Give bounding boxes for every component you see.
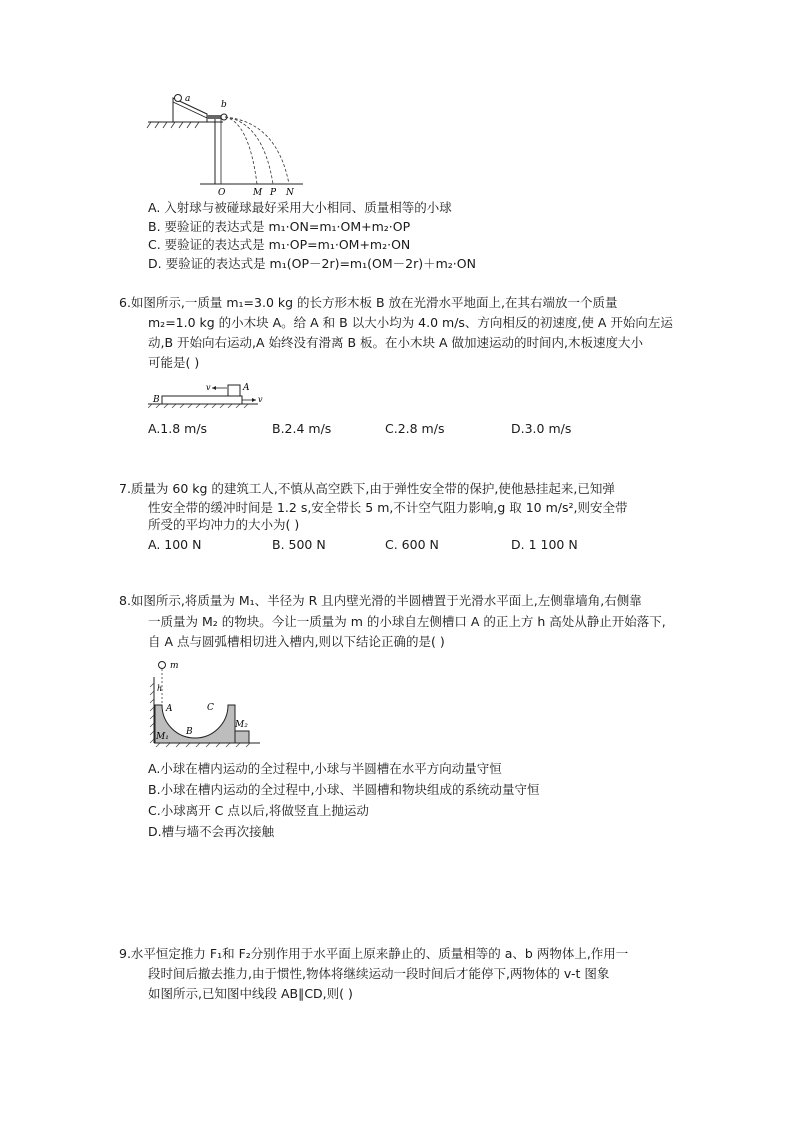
q5-label-b: b <box>221 100 227 110</box>
q8-stem-line-3: 自 A 点与圆弧槽相切进入槽内,则以下结论正确的是( ) <box>148 634 445 649</box>
q6-stem-line-3: 动,B 开始向右运动,A 始终没有滑离 B 板。在小木块 A 做加速运动的时间内,木板速度大小 <box>148 335 644 350</box>
q6-option-d: D.3.0 m/s <box>511 421 572 436</box>
q6-label-v-right: v <box>258 395 263 404</box>
q5-label-M: M <box>253 188 263 198</box>
q8-stem-line-2: 一质量为 M₂ 的物块。今让一质量为 m 的小球自左侧槽口 A 的正上方 h 高处从静止开始落下, <box>148 614 666 629</box>
q8-option-a: A.小球在槽内运动的全过程中,小球与半圆槽在水平方向动量守恒 <box>148 761 502 776</box>
q8-option-d: D.槽与墙不会再次接触 <box>148 824 275 839</box>
q5-label-a: a <box>185 94 191 104</box>
q7-option-b: B. 500 N <box>272 537 326 552</box>
q6-board-figure <box>148 378 273 408</box>
q6-label-A: A <box>243 383 250 393</box>
q5-label-N: N <box>286 188 294 198</box>
q6-option-c: C.2.8 m/s <box>385 421 445 436</box>
q8-option-b: B.小球在槽内运动的全过程中,小球、半圆槽和物块组成的系统动量守恒 <box>148 782 540 797</box>
q5-option-c: C. 要验证的表达式是 m₁·OP=m₁·OM+m₂·ON <box>148 237 411 252</box>
q7-stem-line-2: 性安全带的缓冲时间是 1.2 s,安全带长 5 m,不计空气阻力影响,g 取 10 m/s²,则安全带 <box>148 500 628 515</box>
q6-stem-line-4: 可能是( ) <box>148 355 200 370</box>
q6-label-v-left: v <box>206 383 211 392</box>
q6-label-B: B <box>153 395 160 405</box>
q8-label-M1: M₁ <box>156 732 169 742</box>
q6-stem-line-1: 6.如图所示,一质量 m₁=3.0 kg 的长方形木板 B 放在光滑水平地面上,在其右端放一个质量 <box>119 295 618 310</box>
q8-label-A: A <box>166 704 173 714</box>
q8-label-m: m <box>170 661 179 671</box>
q8-label-B: B <box>186 727 193 737</box>
q6-stem-line-2: m₂=1.0 kg 的小木块 A。给 A 和 B 以大小均为 4.0 m/s、方向相反的初速度,使 A 开始向左运 <box>148 315 673 330</box>
q6-option-b: B.2.4 m/s <box>272 421 332 436</box>
q7-stem-line-1: 7.质量为 60 kg 的建筑工人,不慎从高空跌下,由于弹性安全带的保护,使他悬挂起来,已知弹 <box>119 481 615 496</box>
q8-label-M2: M₂ <box>235 720 248 730</box>
q5-label-P: P <box>270 188 277 198</box>
q5-option-d: D. 要验证的表达式是 m₁(OP－2r)=m₁(OM－2r)＋m₂·ON <box>148 256 476 271</box>
q8-label-C: C <box>207 703 214 713</box>
q9-stem-line-3: 如图所示,已知图中线段 AB∥CD,则( ) <box>148 986 353 1001</box>
q5-label-O: O <box>218 188 226 198</box>
q8-stem-line-1: 8.如图所示,将质量为 M₁、半径为 R 且内壁光滑的半圆槽置于光滑水平面上,左侧靠墙角,右侧靠 <box>119 593 642 608</box>
q8-option-c: C.小球离开 C 点以后,将做竖直上抛运动 <box>148 803 369 818</box>
q7-option-c: C. 600 N <box>385 537 439 552</box>
q5-collision-figure <box>145 88 315 198</box>
q7-option-a: A. 100 N <box>148 537 202 552</box>
q7-option-d: D. 1 100 N <box>511 537 578 552</box>
q6-option-a: A.1.8 m/s <box>148 421 208 436</box>
q7-stem-line-3: 所受的平均冲力的大小为( ) <box>148 517 300 532</box>
q8-label-h: h <box>157 684 163 693</box>
q9-stem-line-1: 9.水平恒定推力 F₁和 F₂分别作用于水平面上原来静止的、质量相等的 a、b 两物体上,作用一 <box>119 946 629 961</box>
q9-stem-line-2: 段时间后撤去推力,由于惯性,物体将继续运动一段时间后才能停下,两物体的 v-t 图象 <box>148 966 610 981</box>
q5-option-b: B. 要验证的表达式是 m₁·ON=m₁·OM+m₂·OP <box>148 219 411 234</box>
q8-semicircle-figure <box>148 655 263 750</box>
q5-option-a: A. 入射球与被碰球最好采用大小相同、质量相等的小球 <box>148 200 452 215</box>
